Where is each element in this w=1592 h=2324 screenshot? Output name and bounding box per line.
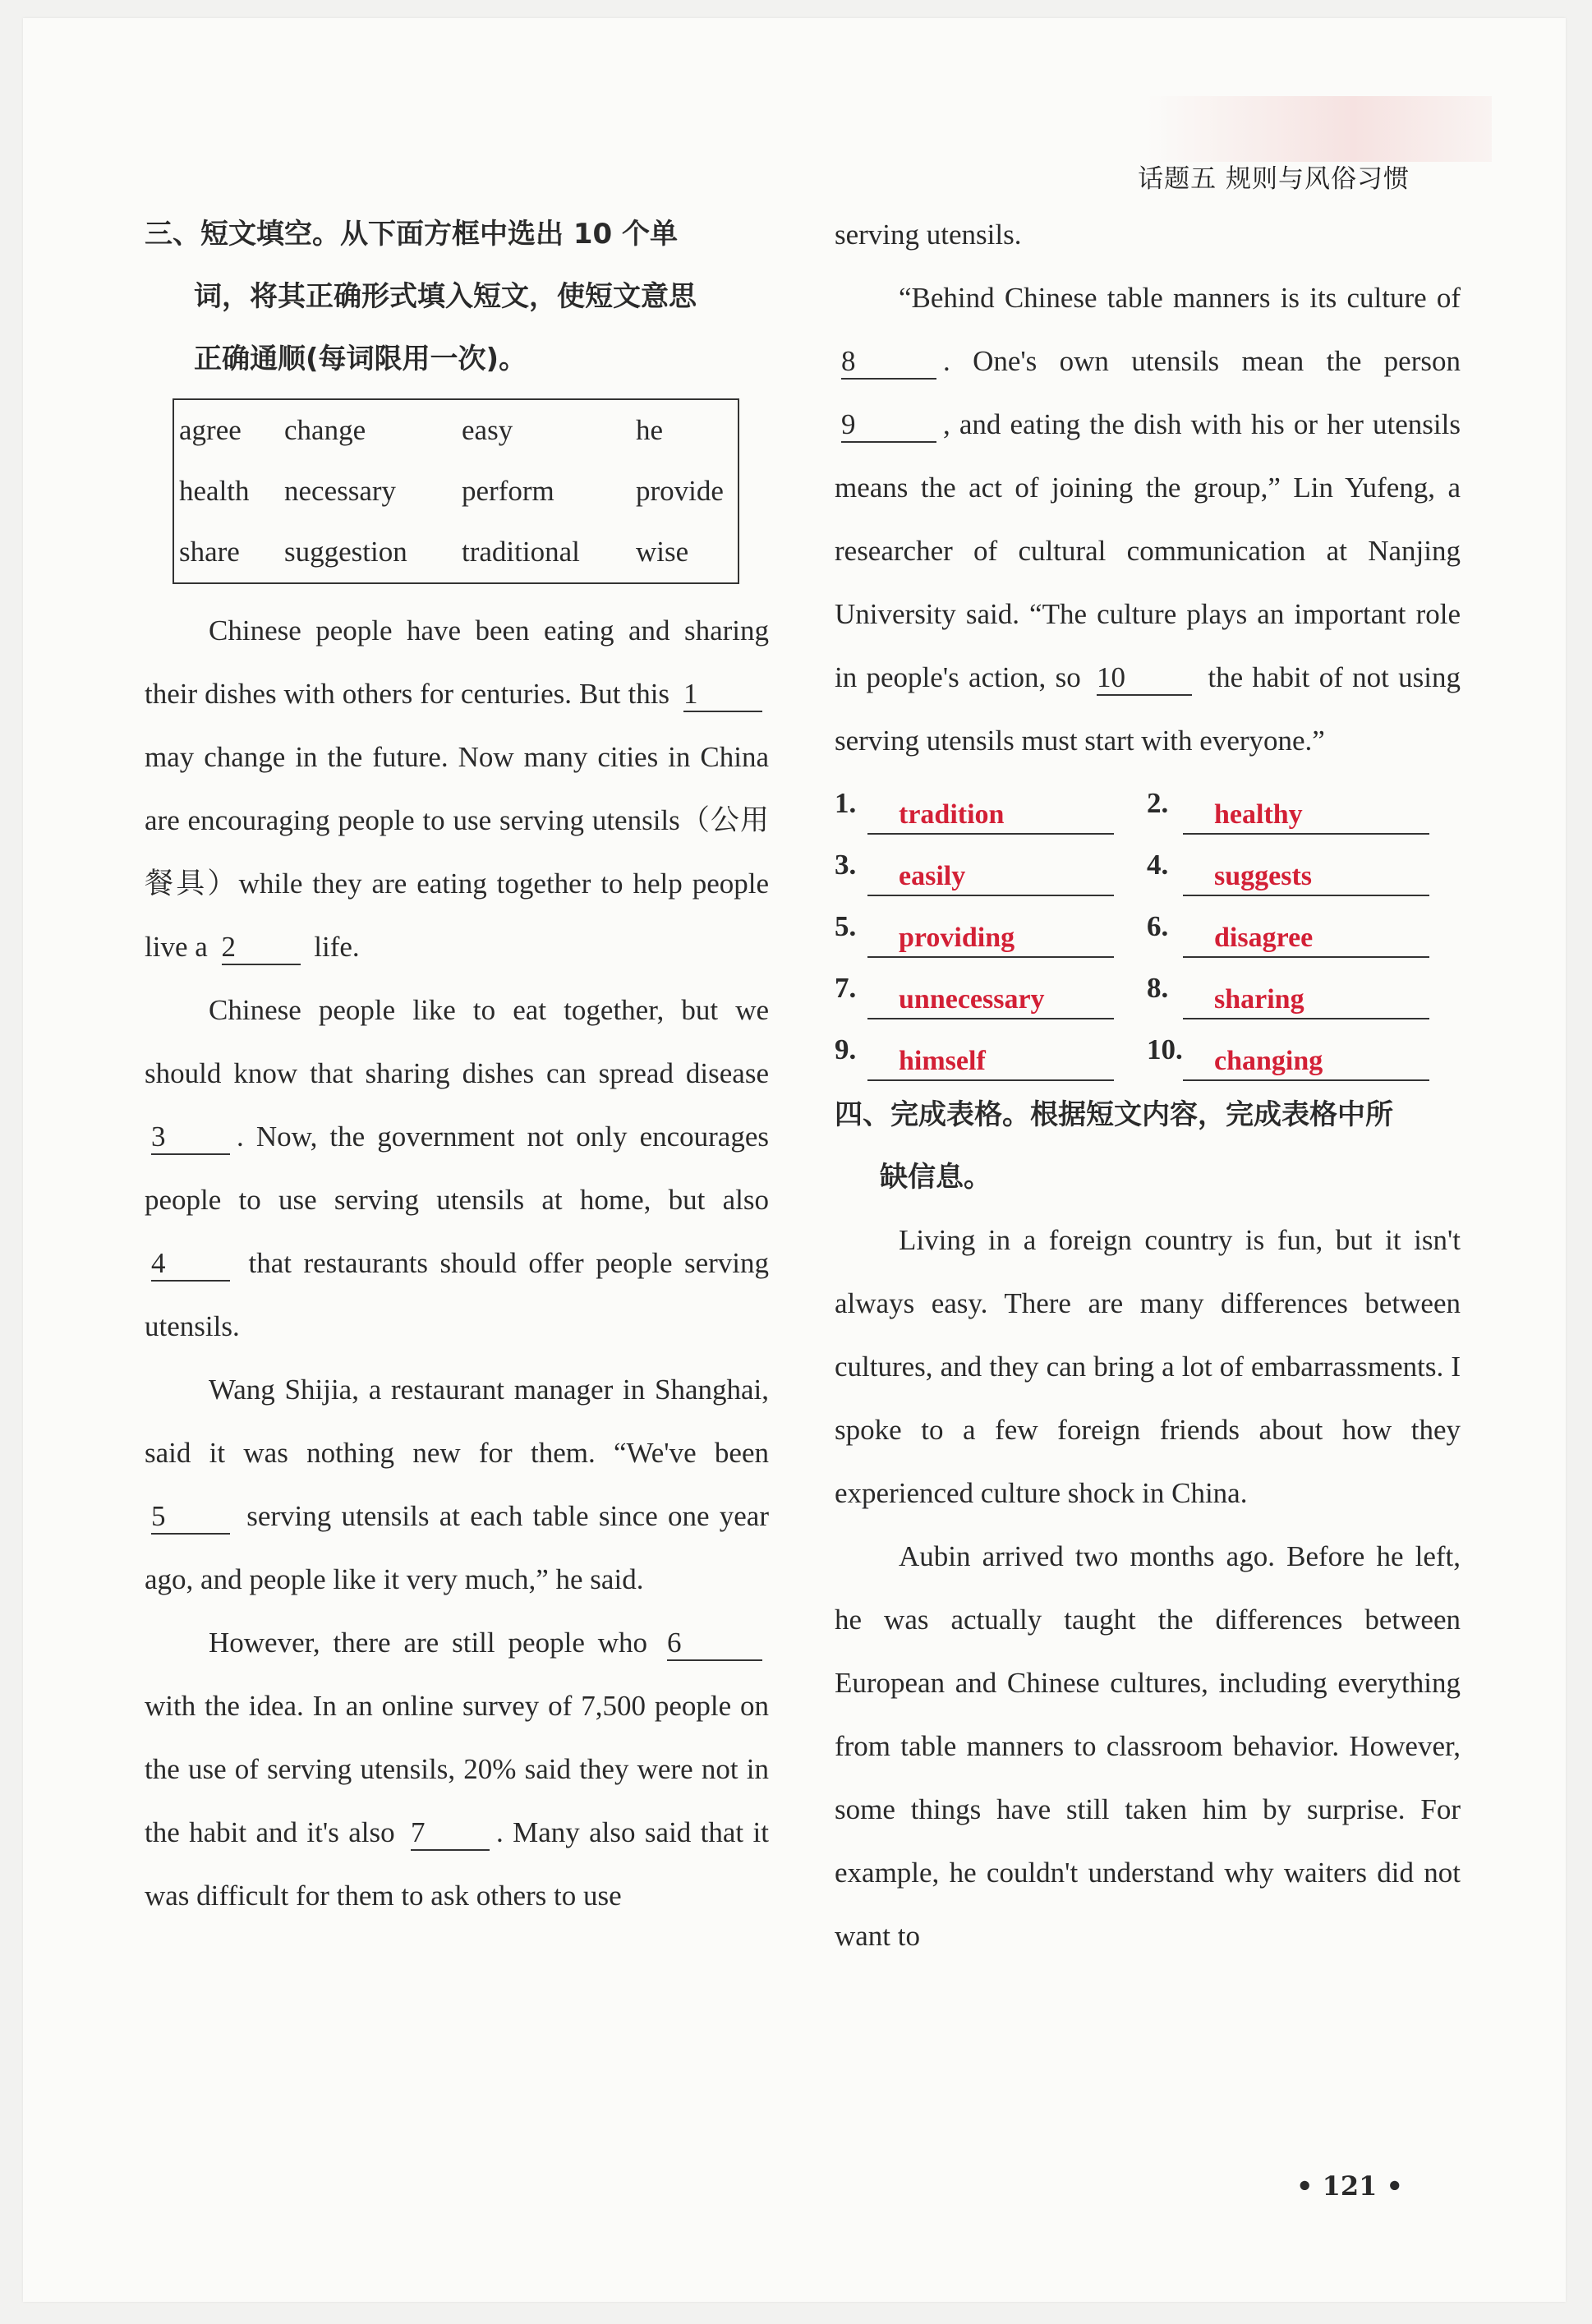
section4-title-line: 缺信息。 (880, 1161, 992, 1194)
answer-number: 5. (835, 910, 857, 942)
passage-text: Chinese people like to eat together, but we should know that sharing dishes can spread disease (145, 994, 769, 1089)
passage-paragraph (145, 978, 769, 1358)
passage-text: Chinese people have been eating and sharing their dishes with others for centuries. But this (145, 614, 769, 710)
passage-text: that restaurants should offer people serving utensils. (145, 1247, 769, 1342)
answer-value: tradition (867, 797, 1114, 835)
word-box-row (179, 522, 738, 582)
word-option: change (284, 414, 366, 446)
passage-text: However, there are still people who (209, 1627, 648, 1659)
word-box-row (179, 400, 738, 461)
passage-text: serving utensils at each table since one year ago, and people like it very much,” he said. (145, 1500, 769, 1595)
passage-text: Wang Shijia, a restaurant manager in Shanghai, said it was nothing new for them. “We've been (145, 1374, 769, 1469)
answer-value: providing (867, 920, 1114, 958)
answer-value: suggests (1183, 858, 1429, 896)
passage-text: “Behind Chinese table manners is its culture of (899, 282, 1461, 314)
passage-paragraph (145, 1358, 769, 1611)
blank-6: 6 (667, 1627, 762, 1661)
blank-1: 1 (683, 678, 762, 712)
word-option: agree (179, 414, 242, 446)
answer-number: 3. (835, 849, 857, 881)
answer-number: 1. (835, 787, 857, 819)
answer-number: 8. (1147, 972, 1169, 1004)
blank-7: 7 (411, 1816, 490, 1851)
page-number: • 121 • (1296, 2170, 1403, 2202)
word-option: necessary (284, 475, 397, 507)
answer-value: disagree (1183, 920, 1429, 958)
passage-paragraph (145, 599, 769, 978)
word-option: perform (462, 475, 554, 507)
answer-value: unnecessary (867, 982, 1114, 1019)
word-option: provide (636, 475, 724, 507)
answer-number: 10. (1147, 1033, 1183, 1065)
right-column (835, 203, 1461, 1967)
passage-text: the habit of not using serving utensils must start with everyone.” (835, 661, 1461, 757)
word-option: share (179, 536, 240, 568)
answer-row (835, 772, 1461, 834)
answer-item (835, 833, 1147, 896)
answer-item (1147, 1018, 1459, 1081)
passage-paragraph (835, 203, 1461, 266)
blank-3: 3 (151, 1121, 230, 1155)
blank-9: 9 (841, 408, 936, 443)
section4-title-line: 四、完成表格。根据短文内容，完成表格中所 (835, 1098, 1393, 1131)
passage-text: , and eating the dish with his or her utensils means the act of joining the group,” Lin Yufeng, a researcher of cultural communication at Nanjing University said. “The culture plays an important role in people's action, so (835, 408, 1461, 693)
section3-title-line: 三、短文填空。从下面方框中选出 10 个单 (145, 218, 678, 251)
answer-row (835, 1019, 1461, 1080)
word-box (173, 398, 739, 584)
word-option: wise (636, 536, 689, 568)
answer-value: himself (867, 1043, 1114, 1081)
answer-row (835, 895, 1461, 957)
answer-number: 9. (835, 1033, 857, 1065)
section3-title (145, 203, 769, 390)
section3-title-line: 正确通顺(每词限用一次)。 (194, 343, 527, 375)
passage-text: . Many also said that it was difficult for them to ask others to use (145, 1816, 769, 1912)
running-header: 话题五 规则与风俗习惯 (1138, 164, 1410, 194)
answer-row (835, 957, 1461, 1019)
faded-stamp-mark (1147, 96, 1492, 162)
answer-value: easily (867, 858, 1114, 896)
passage-text: may change in the future. Now many cities in China are encouraging people to use serving utensils（公用餐具）while they are eating together to help people live a (145, 741, 769, 963)
section4-title (835, 1084, 1461, 1208)
answer-value: sharing (1183, 982, 1429, 1019)
blank-10: 10 (1097, 661, 1192, 696)
answer-value: changing (1183, 1043, 1429, 1081)
blank-2: 2 (222, 931, 301, 965)
answer-item (1147, 833, 1459, 896)
blank-8: 8 (841, 345, 936, 380)
word-option: traditional (462, 536, 580, 568)
answer-number: 2. (1147, 787, 1169, 819)
page-sheet (23, 18, 1566, 2302)
answer-item (1147, 771, 1459, 835)
word-option: suggestion (284, 536, 407, 568)
passage-text: . Now, the government not only encourages people to use serving utensils at home, but also (145, 1121, 769, 1216)
answer-list (835, 772, 1461, 1080)
answer-row (835, 834, 1461, 895)
answer-item (835, 895, 1147, 958)
passage-text: serving utensils. (835, 219, 1022, 251)
passage-paragraph: Living in a foreign country is fun, but it isn't always easy. There are many differences between cultures, and they can bring a lot of embarrassments. I spoke to a few foreign friends about how they experienced culture shock in China. (835, 1224, 1461, 1509)
answer-item (835, 771, 1147, 835)
answer-number: 7. (835, 972, 857, 1004)
word-option: easy (462, 414, 513, 446)
section3-title-line: 词，将其正确形式填入短文，使短文意思 (194, 280, 697, 313)
word-option: he (636, 414, 664, 446)
passage-paragraph (145, 1611, 769, 1927)
passage-paragraph (835, 266, 1461, 772)
blank-5: 5 (151, 1500, 230, 1535)
passage-paragraph: Aubin arrived two months ago. Before he left, he was actually taught the differences between European and Chinese cultures, including everything from table manners to classroom behavior. However, some things have still taken him by surprise. For example, he couldn't understand why waiters did not want to (835, 1540, 1461, 1952)
answer-number: 4. (1147, 849, 1169, 881)
answer-item (1147, 895, 1459, 958)
passage-text: . One's own utensils mean the person (943, 345, 1461, 377)
passage-text: with the idea. In an online survey of 7,500 people on the use of serving utensils, 20% said they were not in the habit and it's also (145, 1690, 769, 1848)
answer-item (835, 1018, 1147, 1081)
word-option: health (179, 475, 250, 507)
answer-value: healthy (1183, 797, 1429, 835)
answer-item (1147, 956, 1459, 1019)
left-column (145, 203, 769, 1927)
word-box-row (179, 461, 738, 522)
answer-item (835, 956, 1147, 1019)
blank-4: 4 (151, 1247, 230, 1282)
passage-text: life. (314, 931, 360, 963)
answer-number: 6. (1147, 910, 1169, 942)
